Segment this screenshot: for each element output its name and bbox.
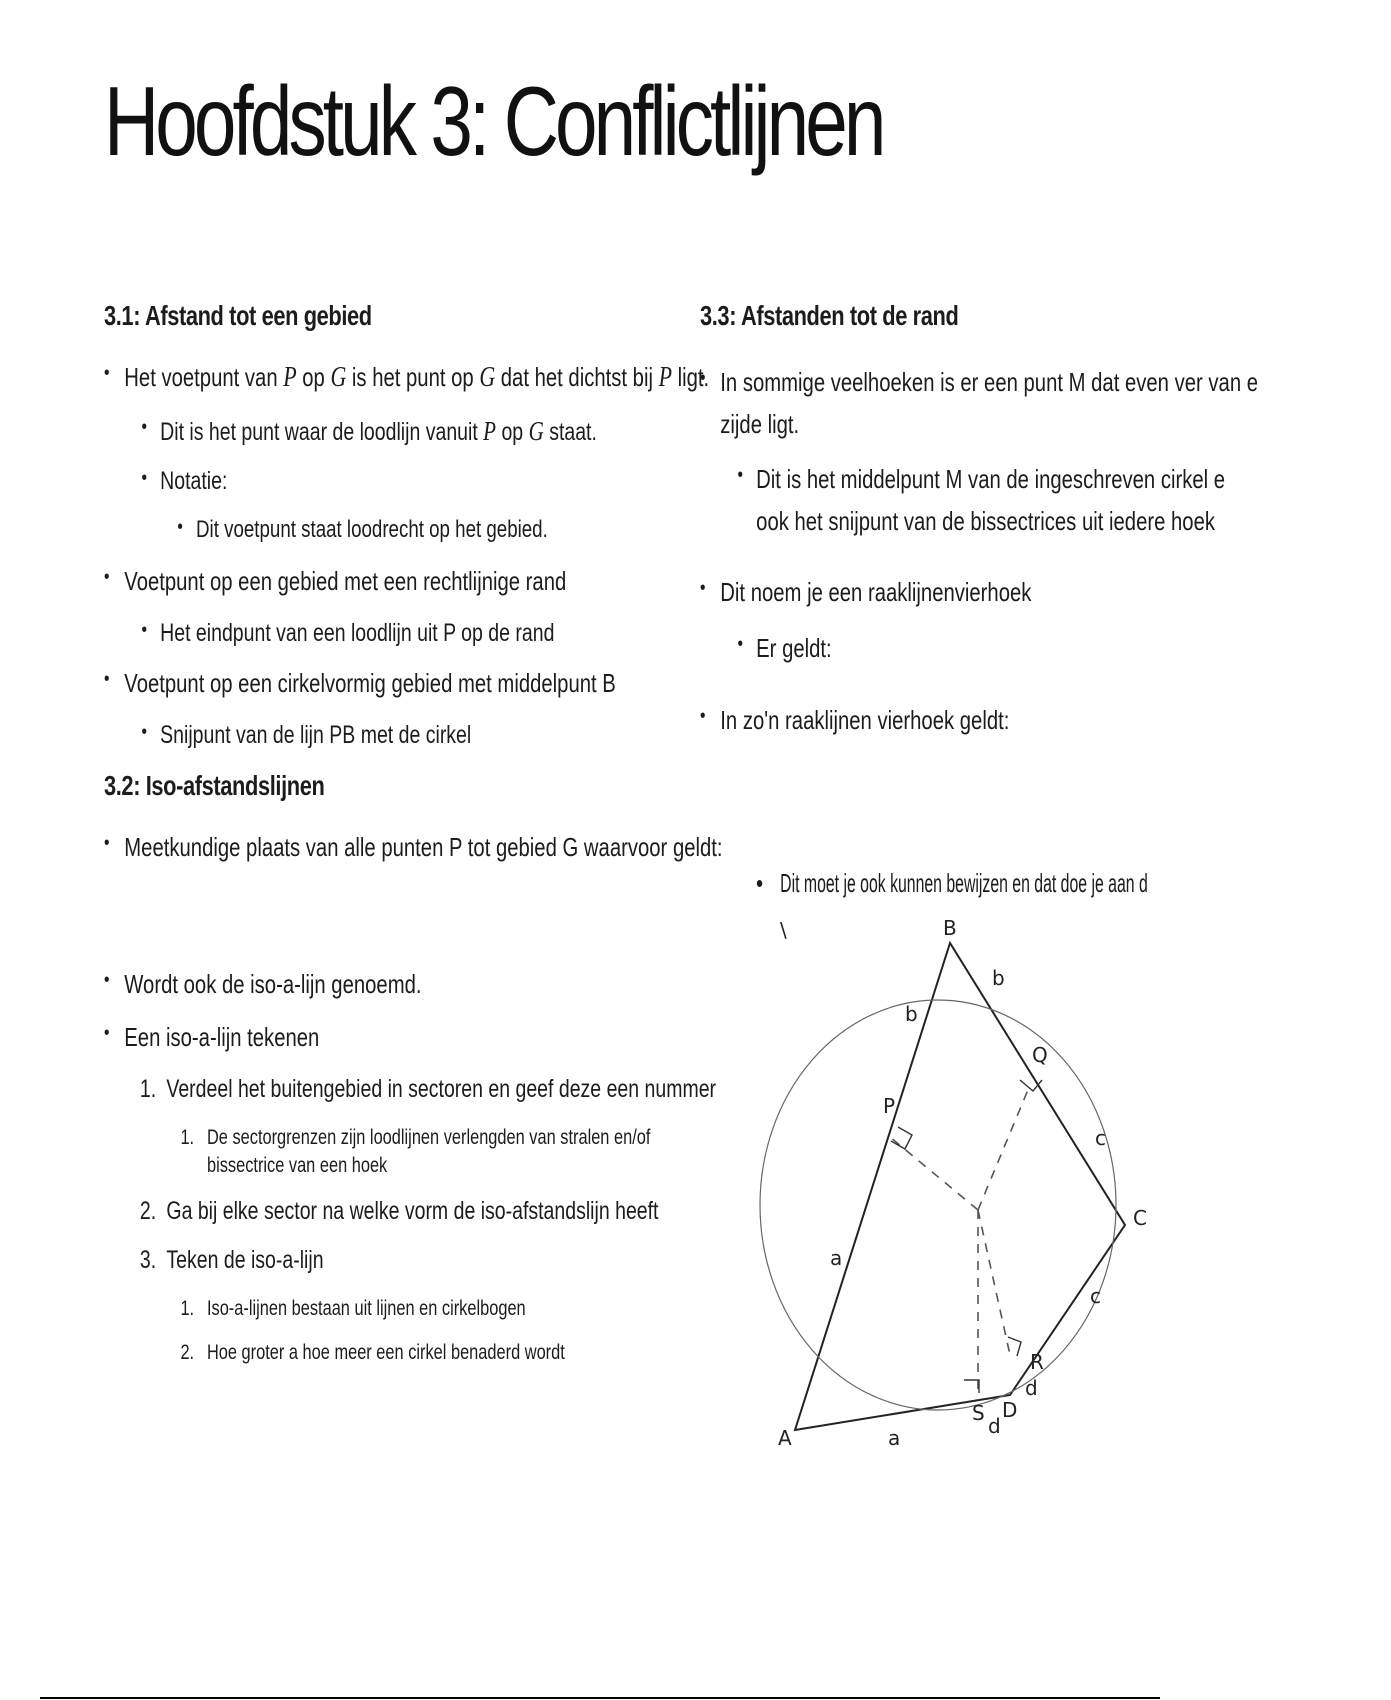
touch-label-s: S bbox=[972, 1401, 985, 1425]
segment-label-d: d bbox=[988, 1414, 1001, 1438]
right-column bbox=[700, 300, 1259, 880]
list-item: • Meetkundige plaats van alle punten P tot gebied G waarvoor geldt: bbox=[104, 832, 556, 863]
list-item: • In sommige veelhoeken is er een punt M dat even ver van e zijde ligt. bbox=[700, 362, 1090, 445]
section-3-1-heading: 3.1: Afstand tot een gebied bbox=[104, 300, 372, 331]
list-item: • Dit is het punt waar de loodlijn vanuit P op G staat. bbox=[104, 416, 556, 447]
radii-dashed bbox=[890, 1085, 1030, 1393]
step-item: 3. Teken de iso-a-lijn bbox=[139, 1245, 324, 1274]
section-3-2-list bbox=[104, 832, 723, 1367]
list-item: • In zo'n raaklijnen vierhoek geldt: bbox=[700, 700, 1090, 742]
list-item: • Wordt ook de iso-a-lijn genoemd. bbox=[104, 969, 556, 1000]
step-item: 1. Verdeel het buitengebied in sectoren en geef deze een nummer bbox=[139, 1075, 717, 1103]
page-title: Hoofdstuk 3: Conflictlijnen bbox=[104, 66, 883, 176]
tangential-quadrilateral-figure bbox=[740, 905, 1160, 1465]
section-3-3-heading: 3.3: Afstanden tot de rand bbox=[700, 300, 959, 331]
sub-step-item: 1. Iso-a-lijnen bestaan uit lijnen en cirkelbogen bbox=[180, 1296, 526, 1320]
vertex-label-a: A bbox=[778, 1426, 792, 1450]
section-3-2-heading: 3.2: Iso-afstandslijnen bbox=[104, 770, 325, 801]
list-item: • Het voetpunt van P op G is het punt op G dat het dichtst bij P ligt. bbox=[104, 362, 556, 394]
segment-label-a: a bbox=[888, 1426, 901, 1450]
list-item: • Voetpunt op een cirkelvormig gebied met middelpunt B bbox=[104, 668, 556, 699]
segment-label-c: c bbox=[1090, 1284, 1101, 1308]
segment-label-b: b bbox=[992, 966, 1005, 990]
stray-mark: \ bbox=[780, 918, 787, 942]
bottom-divider bbox=[40, 1697, 1160, 1699]
inscribed-circle bbox=[760, 1000, 1116, 1410]
quadrilateral-outline bbox=[795, 943, 1125, 1430]
list-item: • Er geldt: bbox=[700, 628, 1090, 670]
vertex-label-d: D bbox=[1002, 1398, 1018, 1422]
list-item: • Notatie: bbox=[104, 467, 556, 496]
section-3-3-list bbox=[700, 362, 1259, 741]
list-item-cut-off: • Dit moet je ook kunnen bewijzen en dat doe je aan d bbox=[756, 868, 1148, 898]
sub-step-item: 1. De sectorgrenzen zijn loodlijnen verlengden van stralen en/of bissectrice van een hoek bbox=[180, 1126, 651, 1178]
list-item: • Een iso-a-lijn tekenen bbox=[104, 1022, 556, 1053]
step-item: 2. Ga bij elke sector na welke vorm de iso-afstandslijn heeft bbox=[139, 1196, 659, 1225]
list-item: • Dit is het middelpunt M van de ingeschreven cirkel e ook het snijpunt van de bissectrices uit iedere hoek bbox=[700, 459, 1090, 542]
vertex-label-c: C bbox=[1133, 1206, 1147, 1230]
segment-label-a: a bbox=[830, 1246, 843, 1270]
list-item: • Het eindpunt van een loodlijn uit P op de rand bbox=[104, 619, 556, 648]
touch-label-q: Q bbox=[1032, 1043, 1048, 1067]
left-column bbox=[104, 300, 723, 1383]
touch-label-r: R bbox=[1030, 1350, 1044, 1374]
vertex-label-b: B bbox=[943, 916, 957, 940]
list-item: • Dit voetpunt staat loodrecht op het gebied. bbox=[104, 516, 556, 544]
segment-label-b: b bbox=[905, 1002, 918, 1026]
section-3-1-list bbox=[104, 362, 710, 750]
touch-label-p: P bbox=[883, 1094, 896, 1118]
list-item: • Voetpunt op een gebied met een rechtlijnige rand bbox=[104, 566, 556, 597]
right-angle-marks bbox=[891, 1080, 1042, 1393]
sub-step-item: 2. Hoe groter a hoe meer een cirkel benaderd wordt bbox=[180, 1341, 565, 1365]
list-item: • Snijpunt van de lijn PB met de cirkel bbox=[104, 721, 556, 750]
list-item: • Dit noem je een raaklijnenvierhoek bbox=[700, 572, 1090, 614]
segment-label-d: d bbox=[1025, 1376, 1038, 1400]
segment-label-c: c bbox=[1095, 1126, 1106, 1150]
